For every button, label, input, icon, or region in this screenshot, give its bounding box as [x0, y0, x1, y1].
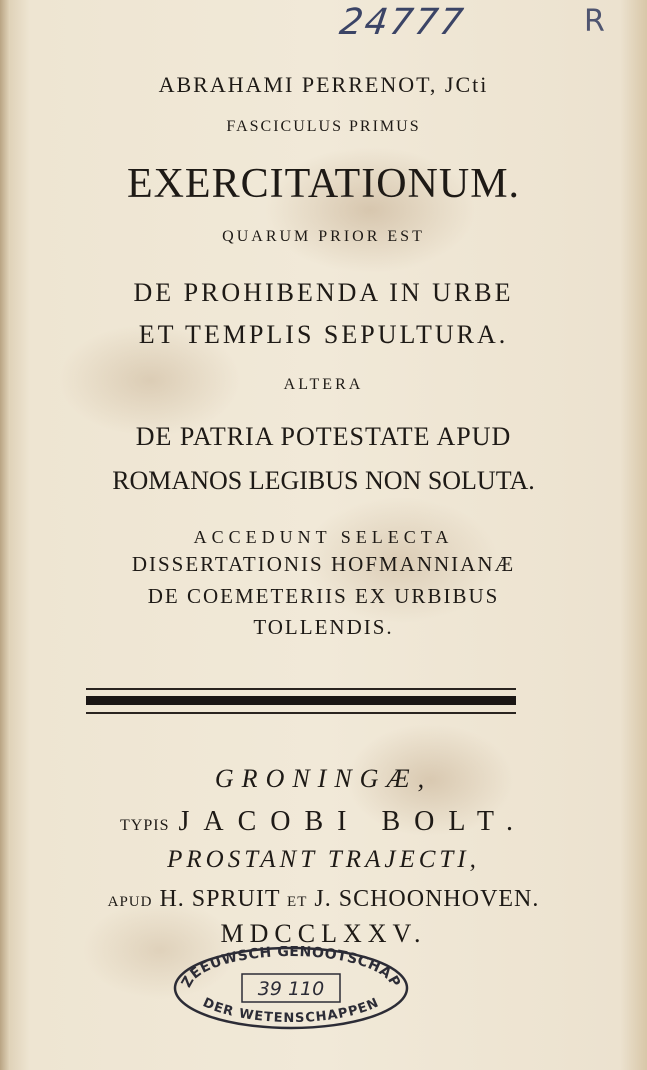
author-line: ABRAHAMI PERRENOT, JCti — [158, 72, 489, 97]
first-title-line-1: DE PROHIBENDA IN URBE — [133, 278, 514, 307]
seller-1: H. SPRUIT — [159, 886, 281, 912]
first-intro: QUARUM PRIOR EST — [222, 228, 425, 245]
divider-thin-bottom — [86, 712, 516, 714]
second-title-line-1: DE PATRIA POTESTATE APUD — [135, 422, 512, 451]
imprint-printer-line — [0, 806, 647, 838]
divider-thick — [86, 696, 516, 705]
et-label: ET — [287, 894, 308, 910]
second-intro: ALTERA — [283, 376, 364, 393]
seller-2: J. SCHOONHOVEN. — [314, 886, 540, 912]
main-title: EXERCITATIONUM. — [126, 161, 521, 207]
handwritten-shelf-number: 24777 — [337, 2, 468, 43]
first-title-line-2: ET TEMPLIS SEPULTURA. — [138, 320, 509, 349]
addition-line-1: ACCEDUNT SELECTA — [193, 527, 454, 547]
apud-label: APUD — [107, 894, 153, 910]
second-title-line-2: ROMANOS LEGIBUS NON SOLUTA. — [112, 466, 535, 495]
divider-thin-top — [86, 688, 516, 690]
typis-label: TYPIS — [120, 817, 170, 834]
addition-line-4: TOLLENDIS. — [253, 615, 394, 639]
imprint-city: GRONINGÆ, — [214, 764, 433, 793]
addition-line-2: DISSERTATIONIS HOFMANNIANÆ — [131, 552, 516, 576]
imprint-prostant: PROSTANT TRAJECTI, — [167, 846, 480, 873]
fascicle-line: FASCICULUS PRIMUS — [226, 118, 421, 135]
stamp-bottom-text: DER WETENSCHAPPEN — [200, 995, 382, 1027]
printer-name: JACOBI BOLT. — [178, 806, 527, 837]
handwritten-letter: R — [584, 4, 605, 39]
stamp-number: 39 110 — [257, 978, 325, 1000]
imprint-year: MDCCLXXV. — [220, 919, 427, 948]
library-stamp — [172, 946, 410, 1030]
stamp-top-text: ZEEUWSCH GENOOTSCHAP — [178, 946, 404, 991]
imprint-sellers-line — [0, 886, 647, 913]
addition-line-3: DE COEMETERIIS EX URBIBUS — [147, 584, 500, 608]
